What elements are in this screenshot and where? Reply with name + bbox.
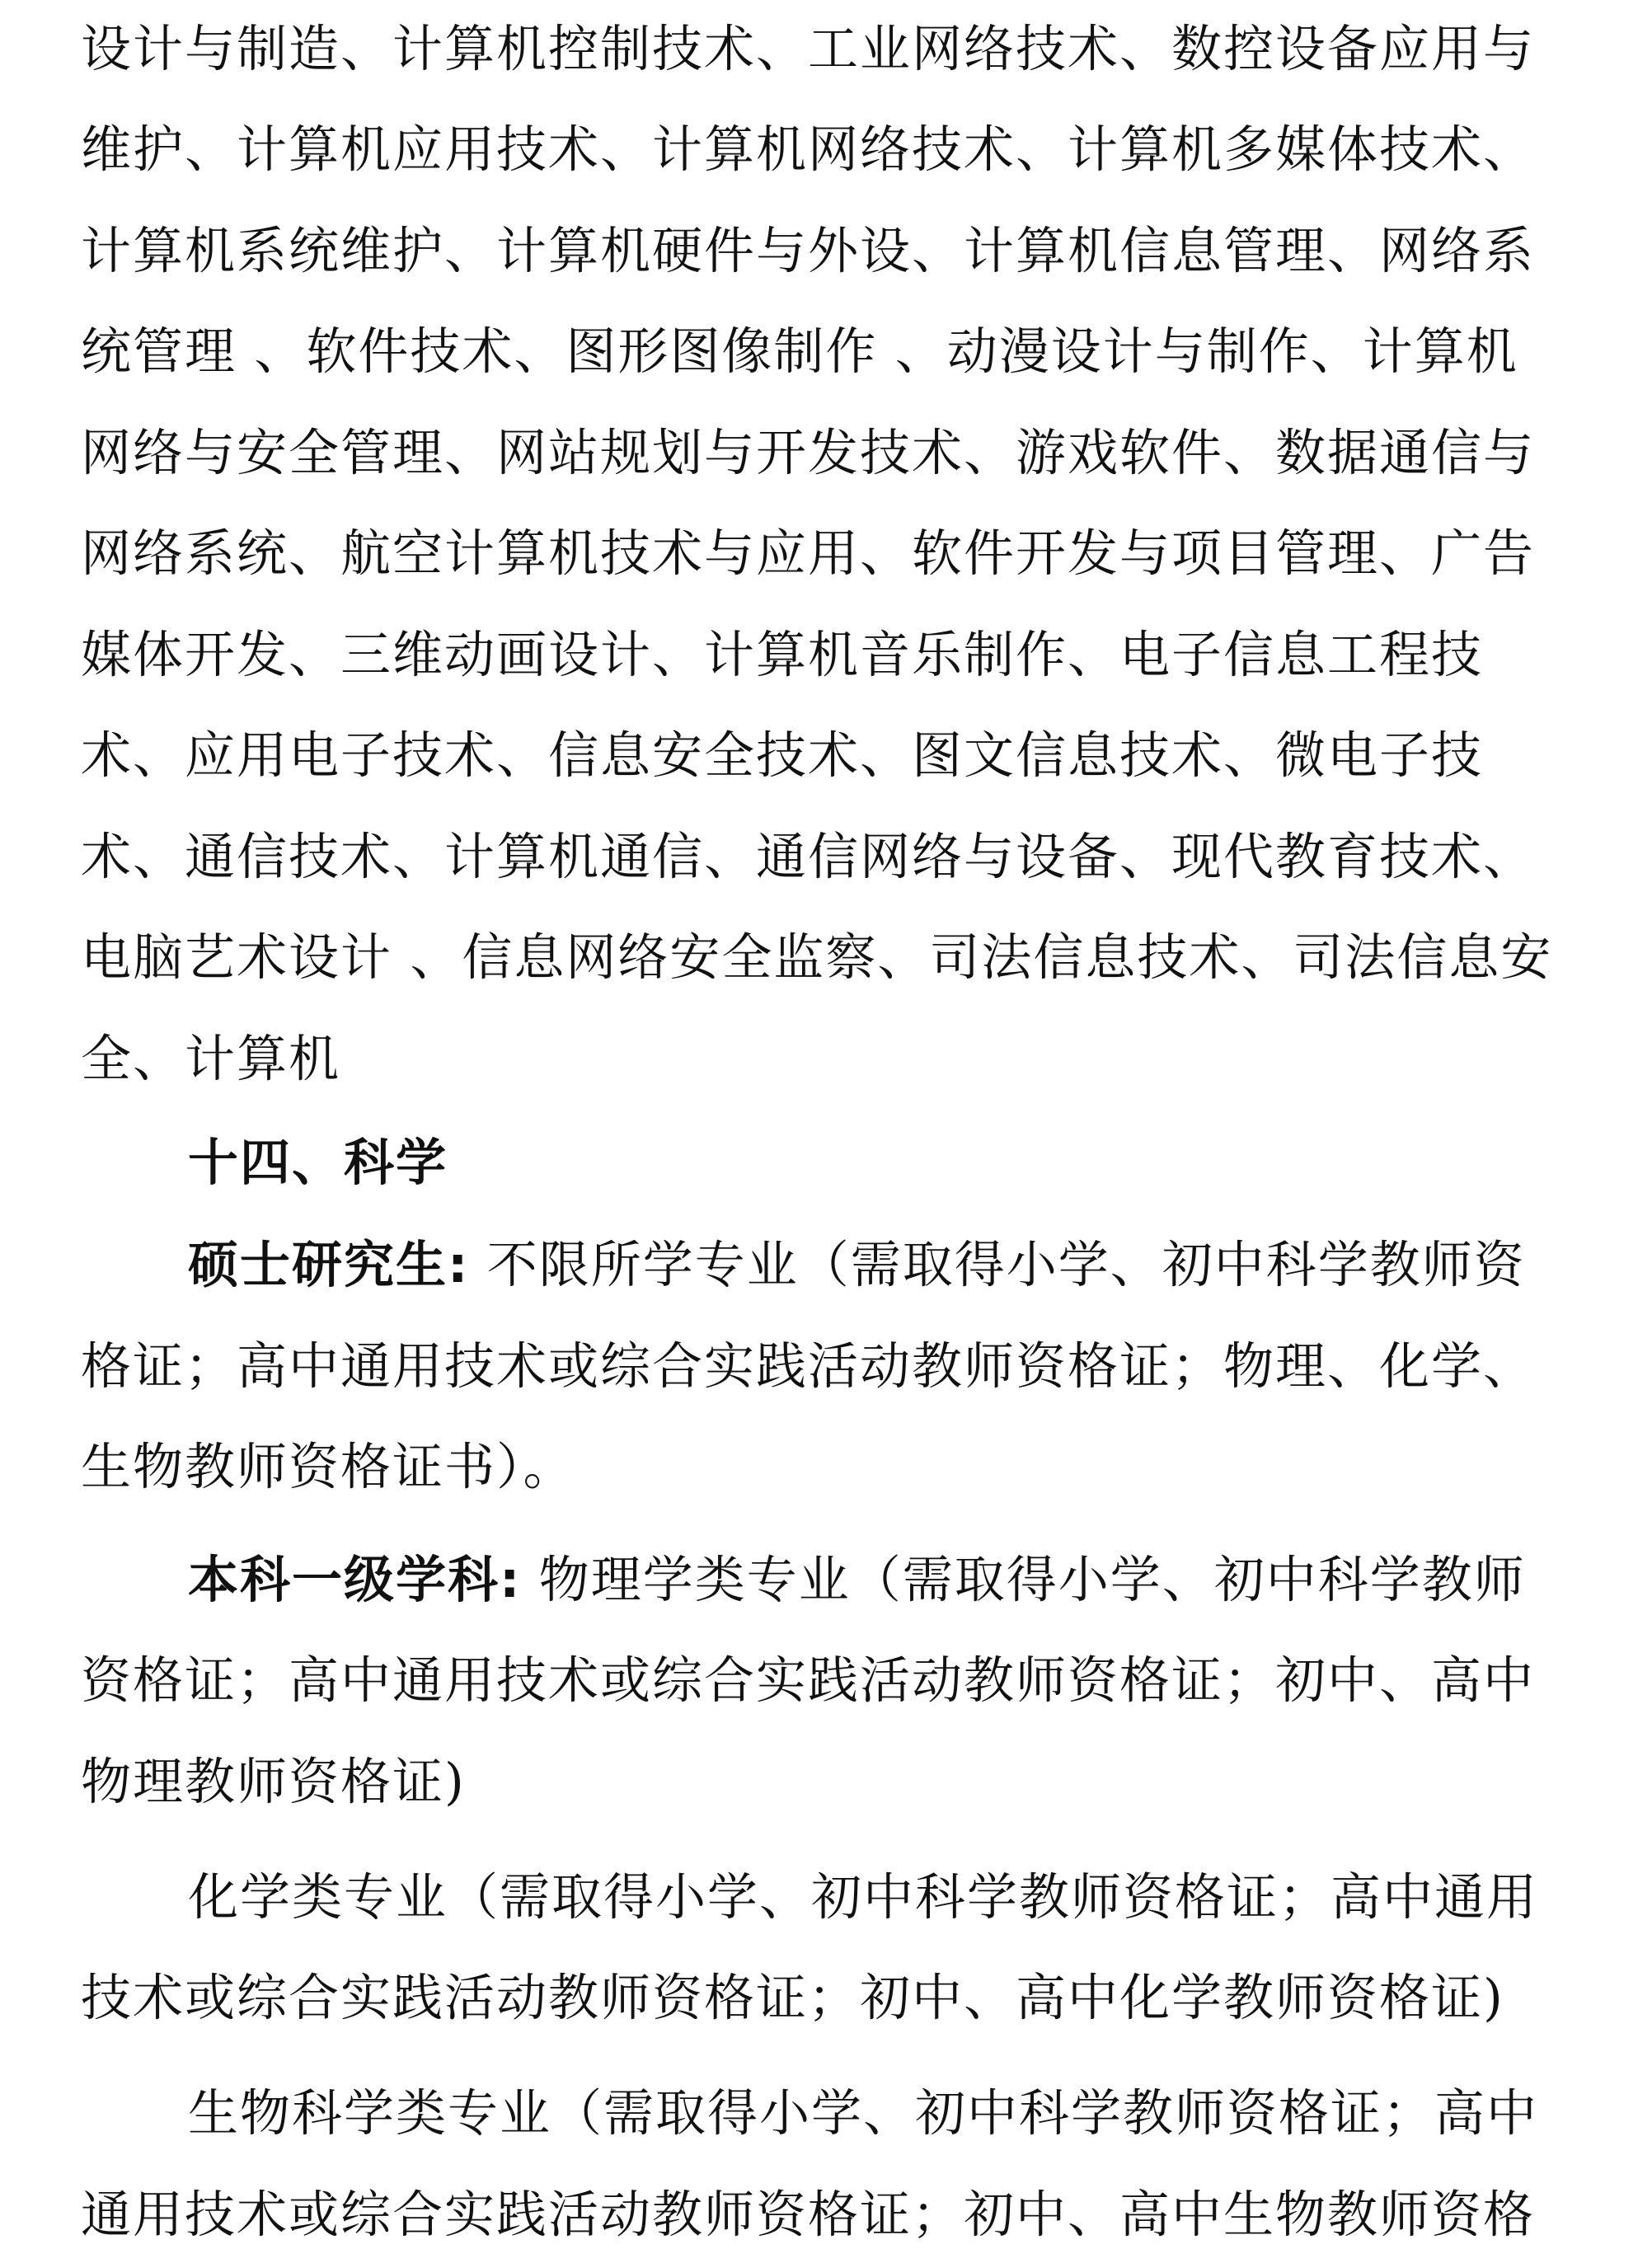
masters-text: 不限所学专业（需取得小学、初中科学教师资 xyxy=(486,1236,1526,1294)
masters-paragraph-line xyxy=(188,1218,1526,1313)
majors-list-line: 网络系统、航空计算机技术与应用、软件开发与项目管理、广告 xyxy=(81,524,1536,584)
majors-list-line: 媒体开发、三维动画设计、计算机音乐制作、电子信息工程技 xyxy=(81,625,1484,684)
undergrad-text: 物理学类专业（需取得小学、初中科学教师 xyxy=(538,1550,1526,1609)
majors-list-line: 电脑艺术设计 、信息网络安全监察、司法信息技术、司法信息安 xyxy=(81,928,1553,988)
biology-paragraph-line: 通用技术或综合实践活动教师资格证；初中、高中生物教师资格 xyxy=(81,2185,1536,2244)
undergrad-label: 本科一级学科: xyxy=(188,1550,522,1609)
majors-list-line: 网络与安全管理、网站规划与开发技术、游戏软件、数据通信与 xyxy=(81,423,1536,482)
majors-list-line: 计算机系统维护、计算机硬件与外设、计算机信息管理、网络系 xyxy=(81,221,1536,280)
masters-label: 硕士研究生: xyxy=(188,1236,470,1294)
majors-list-line: 维护、计算机应用技术、计算机网络技术、计算机多媒体技术、 xyxy=(81,120,1536,180)
majors-list-line: 统管理 、软件技术、图形图像制作 、动漫设计与制作、计算机 xyxy=(81,322,1518,382)
undergrad-paragraph-line: 资格证；高中通用技术或综合实践活动教师资格证；初中、高中 xyxy=(81,1651,1536,1710)
masters-paragraph-line: 生物教师资格证书）。 xyxy=(81,1438,575,1496)
biology-paragraph-line: 生物科学类专业（需取得小学、初中科学教师资格证；高中 xyxy=(188,2084,1539,2143)
masters-paragraph-line: 格证；高中通用技术或综合实践活动教师资格证；物理、化学、 xyxy=(81,1336,1536,1396)
undergrad-paragraph-line: 物理教师资格证) xyxy=(81,1752,466,1811)
chemistry-paragraph-line: 化学类专业（需取得小学、初中科学教师资格证；高中通用 xyxy=(188,1867,1539,1927)
undergrad-paragraph-line xyxy=(188,1533,1526,1628)
majors-list-line: 术、通信技术、计算机通信、通信网络与设备、现代教育技术、 xyxy=(81,827,1536,886)
section-heading: 十四、科学 xyxy=(188,1133,448,1192)
majors-list-line: 全、计算机 xyxy=(81,1029,341,1088)
chemistry-paragraph-line: 技术或综合实践活动教师资格证；初中、高中化学教师资格证) xyxy=(81,1969,1504,2027)
majors-list-line: 设计与制造、计算机控制技术、工业网络技术、数控设备应用与 xyxy=(81,19,1536,78)
majors-list-line: 术、应用电子技术、信息安全技术、图文信息技术、微电子技 xyxy=(81,726,1484,786)
